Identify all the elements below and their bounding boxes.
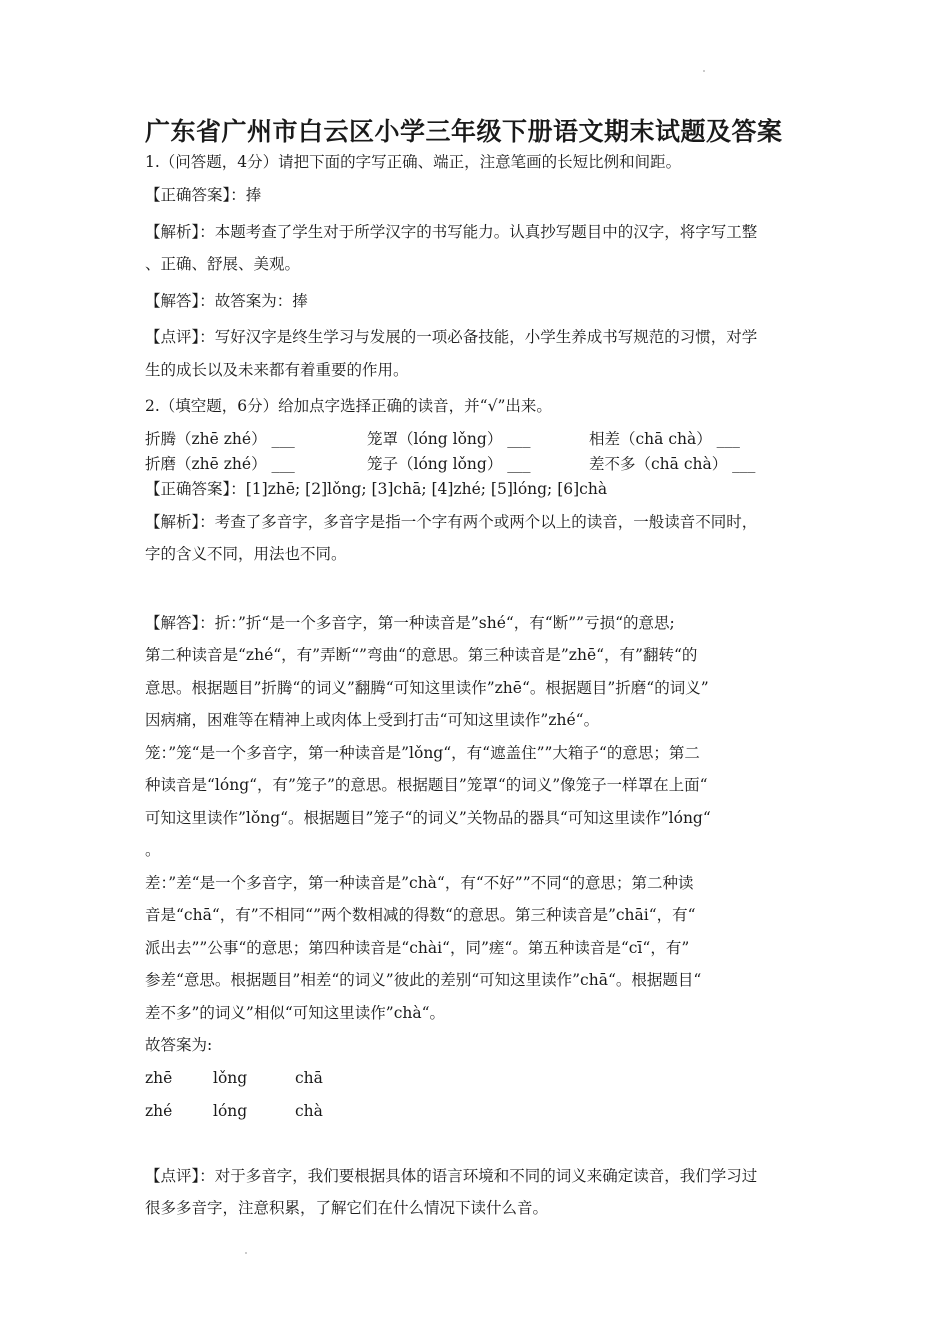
q2-final-pinyin: lóng: [213, 1101, 248, 1120]
q2-option: 笼罩（lóng lǒng） ___: [367, 429, 531, 448]
scan-dot: [245, 1252, 247, 1254]
q2-final-label: 故答案为:: [145, 1036, 213, 1054]
q1-solution: 【解答】：故答案为：捧: [145, 291, 308, 310]
q2-answer: 【正确答案】：[1]zhē; [2]lǒng; [3]chā; [4]zhé; [5]lóng; [6]chà: [145, 479, 608, 498]
q1-comment-cont: 生的成长以及未来都有着重要的作用。: [145, 360, 409, 379]
q2-stem: 2.（填空题，6分）给加点字选择正确的读音，并“√”出来。: [145, 397, 552, 415]
q2-solution-line: 。: [145, 841, 161, 859]
q2-final-pinyin: chā: [295, 1068, 323, 1087]
q2-solution-line: 可知这里读作”lǒng“。根据题目”笼子“的词义”关物品的器具“可知这里读作”lóng“: [145, 808, 711, 827]
q2-option: 折磨（zhē zhé） ___: [145, 454, 295, 473]
q2-option: 差不多（chā chà） ___: [589, 454, 756, 473]
q2-final-pinyin: zhē: [145, 1068, 173, 1087]
q2-solution-line: 因病痛，困难等在精神上或肉体上受到打击“可知这里读作”zhé“。: [145, 711, 600, 729]
document-title: 广东省广州市白云区小学三年级下册语文期末试题及答案: [145, 117, 783, 146]
q2-solution: [145, 607, 811, 1030]
q2-comment: 【点评】：对于多音字，我们要根据具体的语言环境和不同的词义来确定读音，我们学习过: [145, 1166, 758, 1185]
q2-final-row: [145, 1095, 811, 1128]
q2-solution-line: 笼：”笼“是一个多音字，第一种读音是”lǒng“，有“遮盖住””大箱子“的意思；第二: [145, 743, 700, 762]
q2-solution-line: 参差“意思。根据题目”相差“的词义”彼此的差别“可知这里读作”chā“。根据题目“: [145, 971, 702, 989]
q2-solution-line: 【解答】：折：”折“是一个多音字，第一种读音是”shé“，有“断””亏损“的意思;: [145, 613, 675, 632]
document-body: [145, 150, 811, 1229]
q2-analysis-cont: 字的含义不同，用法也不同。: [145, 545, 347, 563]
q2-comment-cont: 很多多音字，注意积累，了解它们在什么情况下读什么音。: [145, 1199, 549, 1217]
q2-solution-line: 种读音是“lóng“，有”笼子”的意思。根据题目”笼罩“的词义”像笼子一样罩在上面“: [145, 776, 708, 794]
q1-stem: 1.（问答题，4分）请把下面的字写正确、端正，注意笔画的长短比例和间距。: [145, 153, 682, 171]
q1-analysis: 【解析】：本题考查了学生对于所学汉字的书写能力。认真抄写题目中的汉字，将字写工整: [145, 222, 758, 241]
q2-option: 相差（chā chà） ___: [589, 429, 740, 448]
q1-comment: 【点评】：写好汉字是终生学习与发展的一项必备技能，小学生养成书写规范的习惯，对学: [145, 328, 758, 346]
q1-analysis-cont: 、正确、舒展、美观。: [145, 255, 301, 273]
q2-option: 笼子（lóng lǒng） ___: [367, 454, 531, 473]
q2-final-pinyin: chà: [295, 1101, 323, 1120]
q2-final-pinyin: lǒng: [213, 1068, 248, 1087]
q2-options-row: [145, 427, 811, 452]
q2-solution-line: 派出去””公事“的意思；第四种读音是“chài“，同”瘥“。第五种读音是“cī“，有”: [145, 938, 690, 957]
q2-final-row: [145, 1062, 811, 1095]
q2-analysis: 【解析】：考查了多音字，多音字是指一个字有两个或两个以上的读音，一般读音不同时，: [145, 512, 758, 531]
q2-solution-line: 差不多”的词义”相似“可知这里读作”chà“。: [145, 1003, 446, 1022]
q2-option: 折腾（zhē zhé） ___: [145, 429, 295, 448]
scan-dot: [703, 70, 705, 72]
q2-final-pinyin: zhé: [145, 1101, 173, 1120]
q2-solution-line: 第二种读音是“zhé“，有”弄断“”弯曲“的意思。第三种读音是”zhē“，有”翻转“的: [145, 646, 698, 664]
q1-answer: 【正确答案】：捧: [145, 186, 262, 204]
q2-solution-line: 音是“chā“，有”不相同“”两个数相减的得数“的意思。第三种读音是”chāi“，有“: [145, 906, 696, 924]
q2-options-row: [145, 452, 811, 477]
q2-solution-line: 意思。根据题目”折腾“的词义”翻腾“可知这里读作”zhē“。根据题目”折磨“的词义”: [145, 678, 709, 697]
q2-solution-line: 差：”差“是一个多音字，第一种读音是”chà“，有“不好””不同“的意思；第二种读: [145, 873, 694, 892]
